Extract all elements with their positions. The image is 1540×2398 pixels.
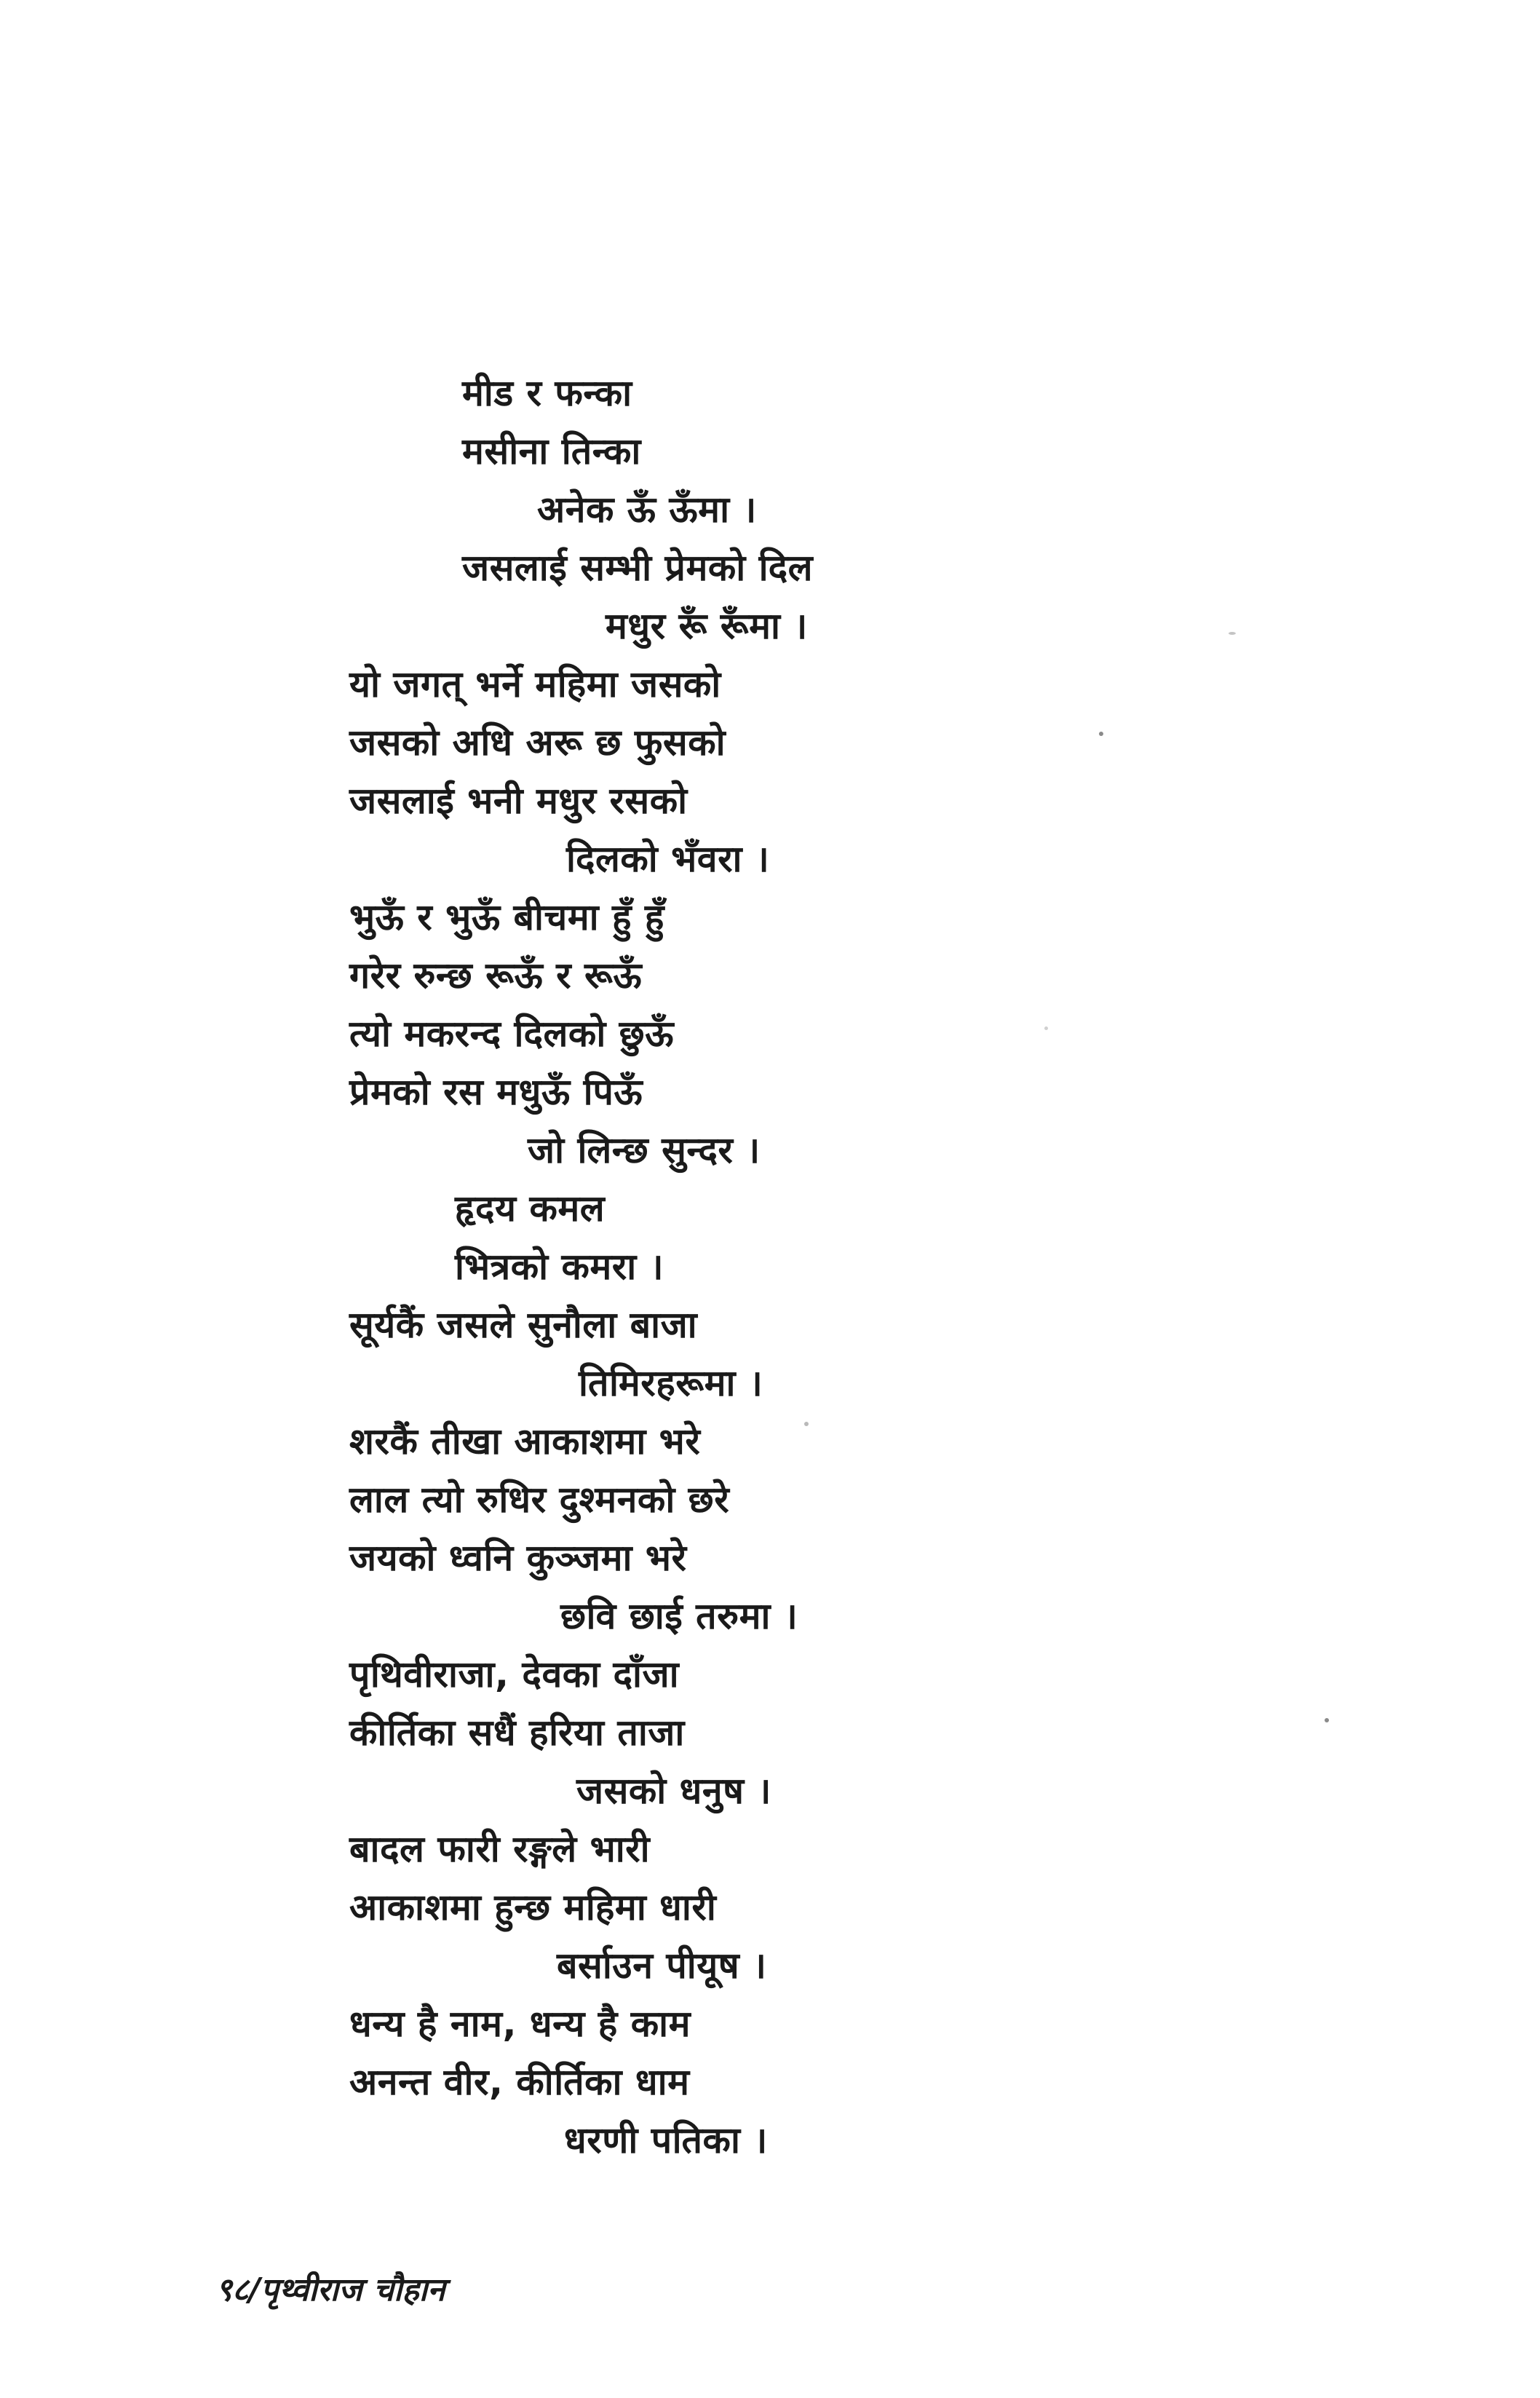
poem-line: त्यो मकरन्द दिलको छुऊँ — [349, 1013, 674, 1055]
poem-line: लाल त्यो रुधिर दुश्मनको छरे — [349, 1479, 730, 1521]
poem-line: कीर्तिका सधैं हरिया ताजा — [349, 1712, 685, 1754]
poem-line: छवि छाई तरुमा । — [560, 1595, 798, 1637]
poem-line: बादल फारी रङ्गले भारी — [349, 1828, 651, 1870]
poem-line: गरेर रुन्छ रूऊँ र रूऊँ — [349, 954, 643, 997]
scan-speck — [1325, 1718, 1329, 1722]
poem-line: आकाशमा हुन्छ महिमा धारी — [349, 1886, 717, 1928]
poem-line: धरणी पतिका । — [564, 2119, 768, 2161]
poem-line: अनेक ऊँ ऊँमा । — [537, 488, 757, 531]
page-footer: ९८/पृथ्वीराज चौहान — [215, 2271, 445, 2308]
poem-line: अनन्त वीर, कीर्तिका धाम — [349, 2061, 690, 2103]
poem-line: दिलको भँवरा । — [566, 838, 770, 880]
poem-line: तिमिरहरूमा । — [579, 1362, 763, 1404]
poem-line: प्रेमको रस मधुऊँ पिऊँ — [349, 1071, 643, 1113]
scan-speck — [1044, 1026, 1048, 1030]
poem-line: हृदय कमल — [455, 1187, 606, 1230]
poem-line: बर्साउन पीयूष । — [557, 1944, 767, 1987]
poem-line: जो लिन्छ सुन्दर । — [528, 1129, 761, 1171]
poem-line: यो जगत् भर्ने महिमा जसको — [349, 663, 721, 705]
poem-line: मीड र फन्का — [462, 372, 632, 414]
scan-speck — [1099, 732, 1103, 736]
poem-line: जसको धनुष । — [576, 1770, 771, 1812]
poem-line: जसको अधि अरू छ फुसको — [349, 721, 726, 764]
poem-line: जसलाई भनी मधुर रसको — [349, 780, 688, 822]
scan-speck — [1229, 632, 1236, 635]
poem-line: शरकैं तीखा आकाशमा भरे — [349, 1420, 701, 1463]
poem-line: पृथिवीराजा, देवका दाँजा — [349, 1653, 680, 1695]
poem-line: भुऊँ र भुऊँ बीचमा हुँ हुँ — [349, 896, 664, 938]
poem-line: मसीना तिन्का — [462, 430, 641, 472]
poem-line: जयको ध्वनि कुञ्जमा भरे — [349, 1537, 687, 1579]
scan-speck — [804, 1422, 809, 1426]
poem-line: भित्रको कमरा । — [455, 1246, 664, 1288]
poem-line: जसलाई सम्भी प्रेमको दिल — [462, 547, 814, 589]
poem-line: सूर्यकैं जसले सुनौला बाजा — [349, 1304, 698, 1346]
poem-line: मधुर रूँ रूँमा । — [606, 605, 808, 647]
poem-line: धन्य है नाम, धन्य है काम — [349, 2003, 691, 2045]
